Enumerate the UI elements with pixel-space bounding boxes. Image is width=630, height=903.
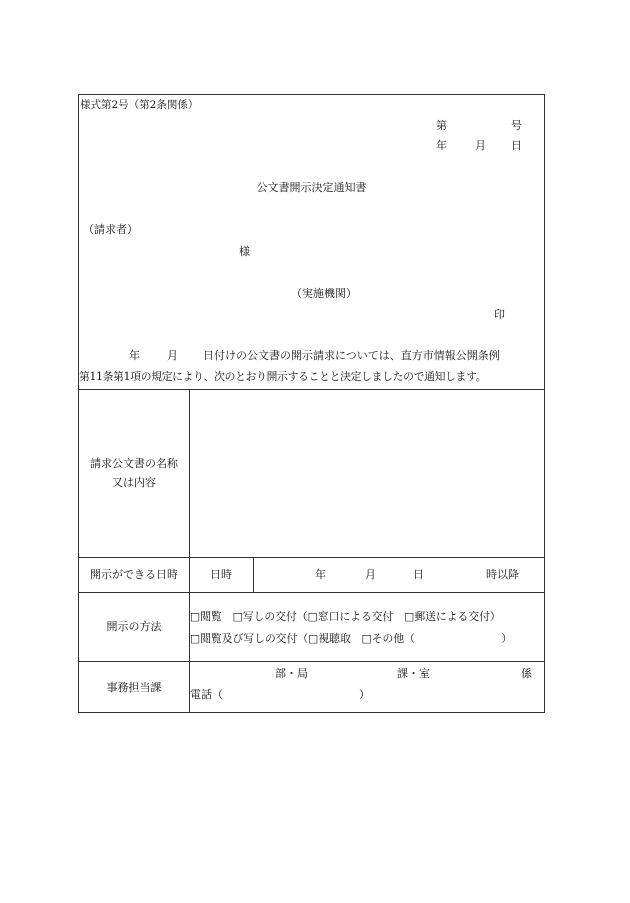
department-bukyoku: 部・局: [275, 667, 308, 680]
body-year: 年: [129, 349, 140, 362]
datetime-day: 日: [413, 568, 424, 581]
requester-label: （請求者）: [83, 223, 138, 236]
label-column-divider: [189, 389, 190, 713]
disclosure-notice-form: [78, 94, 545, 713]
requested-document-label-line2: 又は内容: [112, 476, 156, 489]
number-go: 号: [511, 119, 522, 132]
department-kashitsu: 課・室: [397, 667, 430, 680]
department-label: 事務担当課: [106, 681, 162, 694]
datetime-subcell-divider: [253, 557, 254, 592]
number-dai: 第: [436, 119, 447, 132]
datetime-year: 年: [315, 568, 326, 581]
document-title: 公文書開示決定通知書: [256, 181, 367, 194]
datetime-sub-label: 日時: [210, 568, 232, 581]
department-kakari: 係: [521, 667, 532, 680]
datetime-month: 月: [365, 568, 376, 581]
date-day: 日: [511, 139, 522, 152]
requester-sama: 様: [239, 245, 250, 258]
body-line1: 日付けの公文書の開示請求については、直方市情報公開条例: [203, 349, 500, 362]
form-number: 様式第2号（第2条関係）: [80, 99, 199, 111]
table-top-border: [79, 389, 544, 390]
row-divider-1: [79, 557, 544, 558]
department-phone-label: 電話（: [190, 688, 223, 701]
agency-label: （実施機関）: [291, 287, 357, 300]
requested-document-field[interactable]: [191, 391, 543, 555]
seal-mark: 印: [494, 308, 505, 321]
date-month: 月: [475, 139, 486, 152]
department-phone-close: ）: [359, 688, 370, 701]
row-divider-2: [79, 592, 544, 593]
method-options-line2[interactable]: □閲覧及び写しの交付（□視聴取 □その他（ ）: [190, 632, 513, 645]
date-year: 年: [436, 139, 447, 152]
method-options-line1[interactable]: □閲覧 □写しの交付（□窓口による交付 □郵送による交付）: [190, 610, 501, 623]
disclosure-method-label: 開示の方法: [106, 620, 162, 633]
body-month: 月: [167, 349, 178, 362]
requested-document-label: [79, 454, 189, 492]
datetime-after: 時以降: [486, 568, 519, 581]
body-line2: 第11条第1項の規定により、次のとおり開示することと決定しましたので通知します。: [79, 370, 487, 383]
disclosure-datetime-label: 開示ができる日時: [90, 568, 178, 581]
requested-document-label-line1: 請求公文書の名称: [90, 457, 178, 470]
row-divider-3: [79, 661, 544, 662]
